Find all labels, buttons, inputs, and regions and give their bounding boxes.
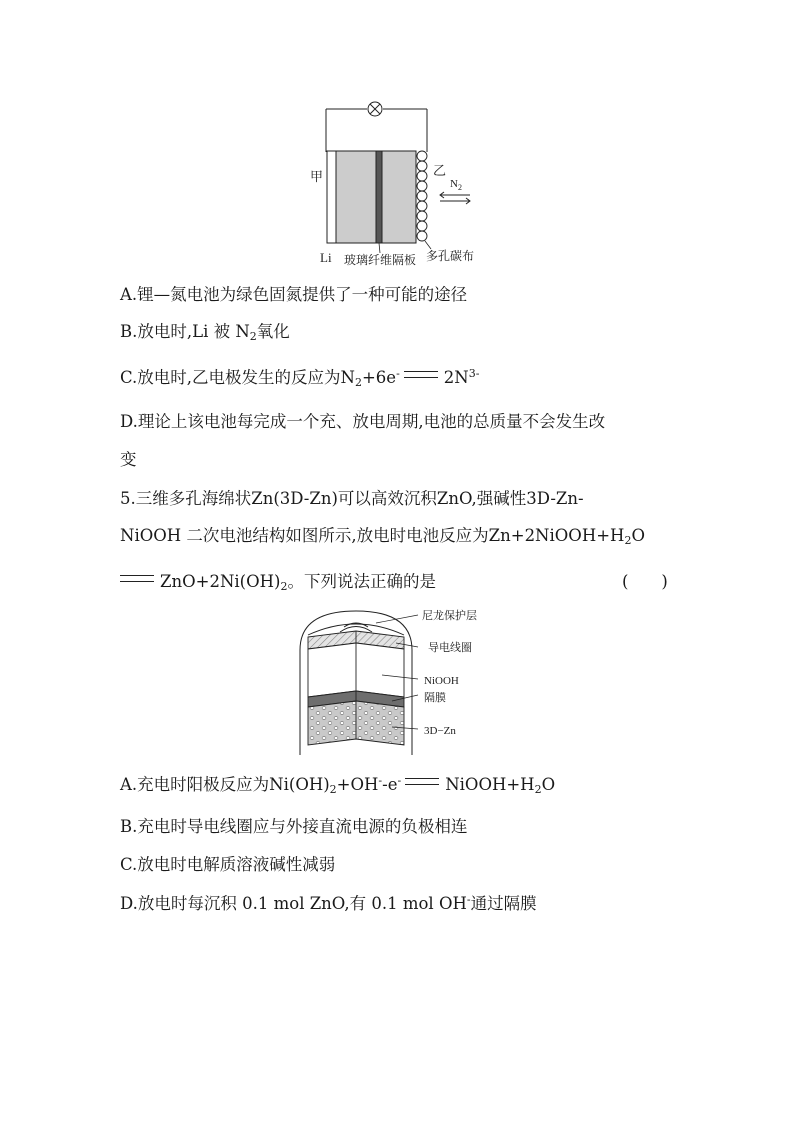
label-li: Li [320,250,332,265]
leader-carbon [425,241,431,249]
label-jia: 甲 [310,170,324,185]
q5-stem-line1: 5.三维多孔海绵状Zn(3D-Zn)可以高效沉积ZnO,强碱性3D-Zn- [120,489,584,508]
q4-option-b: B.放电时,Li 被 $N_2$氧化 [120,322,290,343]
porous-carbon-cloth [417,151,427,241]
zn-niooh-battery-diagram [296,605,496,760]
label-nylon: 尼龙保护层 [422,609,477,622]
q5-stem-line3: $ZnO+2Ni(OH)_2$。下列说法正确的是 [120,570,436,594]
electrolyte-left [336,151,376,243]
label-niooh: NiOOH [424,675,459,687]
q5-option-b: B.充电时导电线圈应与外接直流电源的负极相连 [120,817,468,836]
equation-sign [120,575,154,582]
label-separator: 隔膜 [424,691,446,704]
label-n2: $N_2$ [450,178,462,192]
n2-flow-arrows-icon [440,192,470,204]
q4-option-d-line2: 变 [120,450,137,469]
label-3d-zn: 3D−Zn [424,725,456,737]
q5-option-a: A.充电时阳极反应为$Ni(OH)_2+OH^--e^-$ $NiOOH+H_2O$ [120,774,556,796]
q4-option-c: C.放电时,乙电极发生的反应为$N_2+6e^-$ $2N^{3-}$ [120,367,480,389]
glass-fiber-separator [376,151,382,243]
li-electrode [327,151,336,243]
equation-sign [405,778,439,785]
electrolyte-right [382,151,416,243]
q5-option-d: D.放电时每沉积 0.1 mol ZnO,有 0.1 mol OH-通过隔膜 [120,893,537,913]
equation-sign [404,371,438,378]
q5-option-c: C.放电时电解质溶液碱性减弱 [120,855,336,874]
q4-option-d-line1: D.理论上该电池每完成一个充、放电周期,电池的总质量不会发生改 [120,412,606,431]
label-yi: 乙 [433,164,447,179]
q4-option-a: A.锂—氮电池为绿色固氮提供了一种可能的途径 [120,285,468,304]
leader-separator [379,243,380,253]
label-glass-separator: 玻璃纤维隔板 [344,253,417,267]
label-coil: 导电线圈 [428,641,472,654]
q5-answer-bracket: ( ) [622,572,668,591]
li-n2-battery-diagram [300,95,500,270]
label-carbon-cloth: 多孔碳布 [426,249,475,263]
lamp-icon [368,102,382,116]
q5-stem-line2: NiOOH 二次电池结构如图所示,放电时电池反应为$Zn+2NiOOH+H_2O$ [120,526,645,547]
